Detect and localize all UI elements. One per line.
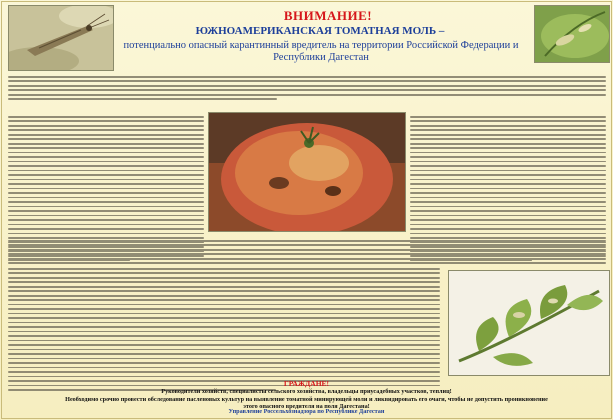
larva-leaf-photo <box>534 5 610 63</box>
intro-paragraph <box>8 76 606 103</box>
appeal-line-2: Необходимо срочно провести обследование пасленовых культур на выявление томатной минирующей моли и ликвидировать его очаги, чтобы не допустить проникновение <box>65 396 548 403</box>
bottom-left-text <box>8 268 440 394</box>
moth-photo <box>8 5 114 71</box>
main-title: ЮЖНОАМЕРИКАНСКАЯ ТОМАТНАЯ МОЛЬ – <box>195 25 445 37</box>
subtitle: потенциально опасный карантинный вредитель на территории Российской Федерации и Республики Дагестан <box>123 40 519 63</box>
damaged-tomato-photo <box>208 112 406 232</box>
damaged-leaves-photo <box>448 270 610 376</box>
appeal-line-1: Руководители хозяйств, специалисты сельского хозяйства, владельцы приусадебных участков, теплиц! <box>161 388 452 395</box>
appeal-line-3: этого опасного вредителя на поля Дагестана! <box>243 403 370 410</box>
warning-title: ВНИМАНИЕ! <box>283 8 373 23</box>
appeal-heading: ГРАЖДАНЕ! <box>283 379 330 388</box>
middle-paragraph <box>8 240 606 267</box>
footer-signature: Управление Россельхознадзора по Республике Дагестан <box>228 408 385 415</box>
